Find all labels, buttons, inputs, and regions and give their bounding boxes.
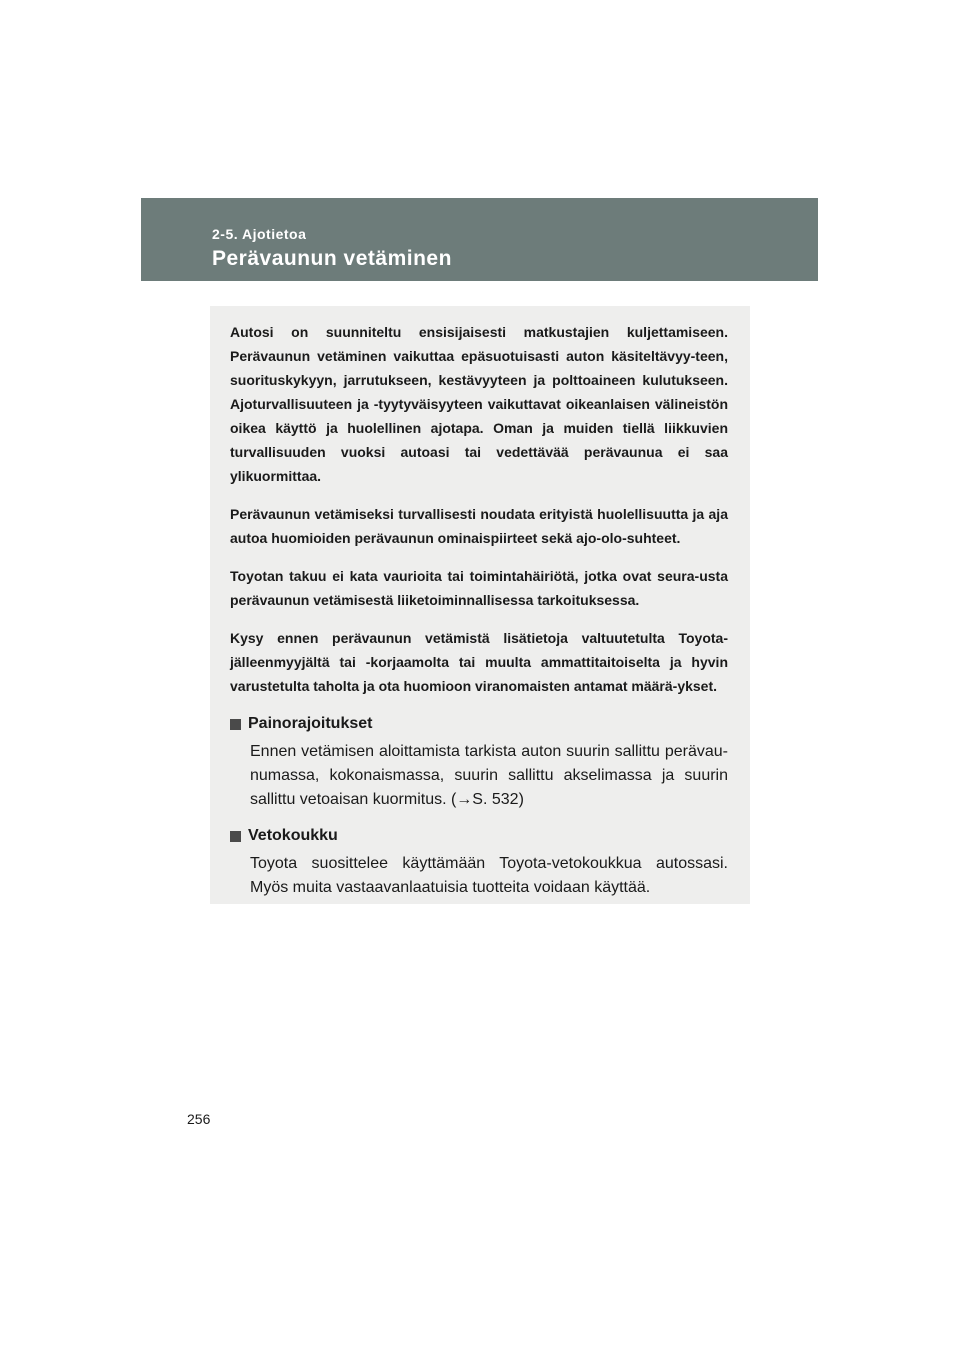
section-heading xyxy=(230,712,728,736)
section-heading xyxy=(230,824,728,848)
intro-paragraph: Perävaunun vetämiseksi turvallisesti noudata erityistä huolellisuutta ja aja autoa huomioiden perävaunun ominaispiirteet sekä ajo-olo-suhteet. xyxy=(230,506,728,546)
square-bullet-icon xyxy=(230,719,241,730)
section-label: 2-5. Ajotietoa xyxy=(212,226,307,242)
square-bullet-icon xyxy=(230,831,241,842)
intro-text xyxy=(230,320,728,698)
section-body: Ennen vetämisen aloittamista tarkista auton suurin sallittu perävau-numassa, kokonaismassa, suurin sallittu akselimassa ja suurin sallittu vetoaisan kuormitus. (→S. 532) xyxy=(250,743,728,808)
intro-paragraph: Toyotan takuu ei kata vaurioita tai toimintahäiriötä, jotka ovat seura-usta perävaunun vetämisestä liiketoiminnallisessa tarkoituksessa. xyxy=(230,568,728,608)
page-title: Perävaunun vetäminen xyxy=(212,247,452,270)
section-heading-text: Vetokoukku xyxy=(248,827,338,844)
section-weight-limits xyxy=(230,712,728,812)
header-band xyxy=(141,198,818,281)
content-panel xyxy=(210,306,750,904)
section-body: Toyota suosittelee käyttämään Toyota-vetokoukkua autossasi. Myös muita vastaavanlaatuisia tuotteita voidaan käyttää. xyxy=(250,855,728,896)
section-tow-hitch xyxy=(230,824,728,900)
section-heading-text: Painorajoitukset xyxy=(248,715,373,732)
page-number: 256 xyxy=(187,1111,211,1127)
intro-paragraph: Kysy ennen perävaunun vetämistä lisätietoja valtuutetulta Toyota-jälleenmyyjältä tai -korjaamolta tai muulta ammattitaitoiselta ja hyvin varustetulta taholta ja ota huomioon viranomaisten antamat määrä-ykset. xyxy=(230,630,728,694)
intro-paragraph: Autosi on suunniteltu ensisijaisesti matkustajien kuljettamiseen. Perävaunun vetäminen vaikuttaa epäsuotuisasti auton käsiteltävyy-teen, suorituskykyyn, jarrutukseen, kestävyyteen ja polttoaineen kulutukseen. Ajoturvallisuuteen ja -tyytyväisyyteen vaikuttavat oikeanlaisen välineistön oikea käyttö ja huolellinen ajotapa. Oman ja muiden tiellä liikkuvien turvallisuuden vuoksi autoasi tai vedettävää perävaunua ei saa ylikuormittaa. xyxy=(230,324,728,484)
